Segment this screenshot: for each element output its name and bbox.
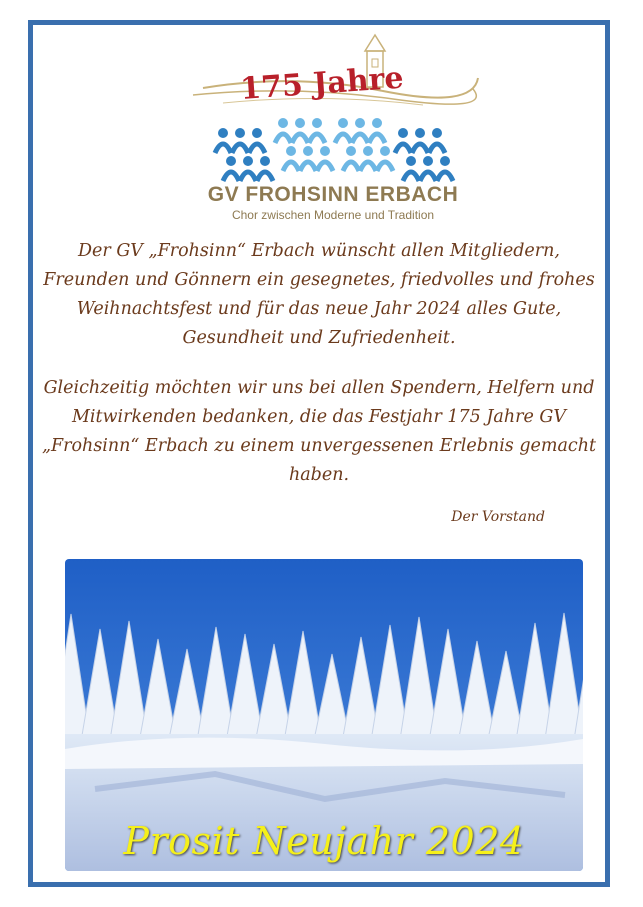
signature: Der Vorstand: [451, 509, 545, 525]
card-frame: [28, 20, 610, 887]
choir-name: GV FROHSINN ERBACH: [207, 183, 459, 206]
thanks-paragraph: Gleichzeitig möchten wir uns bei allen Spendern, Helfern und Mitwirkenden bedanken, die das Festjahr 175 Jahre GV „Frohsinn“ Erbach zu einem unvergessenen Erlebnis gemacht haben.: [41, 378, 597, 485]
winter-forest-photo: [65, 559, 583, 871]
choir-logo: [183, 33, 483, 233]
choir-figures-icon: [183, 33, 483, 183]
new-year-greeting: Prosit Neujahr 2024: [123, 819, 525, 863]
svg-text:175 Jahre: 175 Jahre: [239, 60, 405, 107]
choir-tagline: Chor zwischen Moderne und Tradition: [231, 208, 435, 222]
greeting-paragraph: Der GV „Frohsinn“ Erbach wünscht allen Mitgliedern, Freunden und Gönnern ein gesegnetes, friedvolles und frohes Weihnachtsfest und für das neue Jahr 2024 alles Gute, Gesundheit und Zufriedenheit.: [43, 241, 595, 348]
